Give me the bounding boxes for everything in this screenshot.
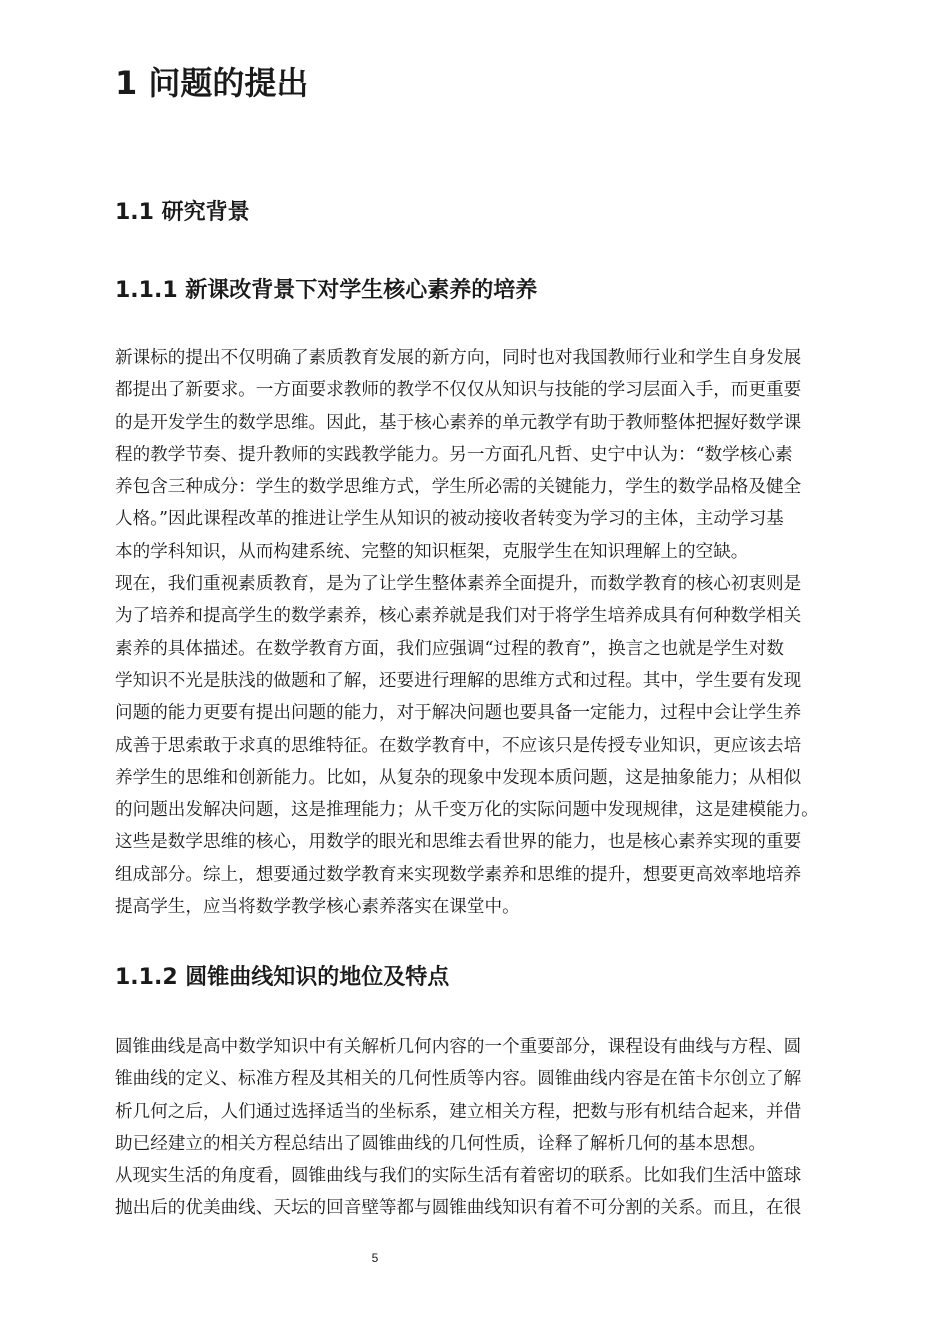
chapter-title: 1 问题的提出 [115,64,309,102]
text-line: 锥曲线的定义、标准方程及其相关的几何性质等内容。圆锥曲线内容是在笛卡尔创立了解 [115,1069,802,1090]
text-line: 问题的能力更要有提出问题的能力，对于解决问题也要具备一定能力，过程中会让学生养 [115,703,802,724]
text-line: 养包含三种成分：学生的数学思维方式，学生所必需的关键能力，学生的数学品格及健全 [115,477,802,498]
text-line: 养学生的思维和创新能力。比如，从复杂的现象中发现本质问题，这是抽象能力；从相似 [115,767,802,788]
subsection-1-body [115,342,875,923]
text-line: 组成部分。综上，想要通过数学教育来实现数学素养和思维的提升，想要更高效率地培养 [115,864,802,885]
text-line: 助已经建立的相关方程总结出了圆锥曲线的几何性质，诠释了解析几何的基本思想。 [115,1133,766,1154]
text-line: 本的学科知识，从而构建系统、完整的知识框架，克服学生在知识理解上的空缺。 [115,541,749,562]
text-line: 提高学生，应当将数学教学核心素养落实在课堂中。 [115,897,520,918]
page-number: 5 [371,1251,379,1265]
subsection-heading-1: 1.1.1 新课改背景下对学生核心素养的培养 [115,278,538,303]
text-line: 为了培养和提高学生的数学素养，核心素养就是我们对于将学生培养成具有何种数学相关 [115,606,802,627]
text-line: 现在，我们重视素质教育，是为了让学生整体素养全面提升，而数学教育的核心初衷则是 [115,574,802,595]
text-line: 人格。”因此课程改革的推进让学生从知识的被动接收者转变为学习的主体，主动学习基 [115,509,784,530]
subsection-2-body [115,1031,875,1225]
section-heading: 1.1 研究背景 [115,200,250,225]
text-line: 的问题出发解决问题，这是推理能力；从千变万化的实际问题中发现规律，这是建模能力。 [115,800,819,821]
text-line: 抛出后的优美曲线、天坛的回音壁等都与圆锥曲线知识有着不可分割的关系。而且，在很 [115,1198,802,1219]
text-line: 素养的具体描述。在数学教育方面，我们应强调“过程的教育”，换言之也就是学生对数 [115,638,784,659]
text-line: 学知识不光是肤浅的做题和了解，还要进行理解的思维方式和过程。其中，学生要有发现 [115,670,802,691]
text-line: 析几何之后，人们通过选择适当的坐标系，建立相关方程，把数与形有机结合起来，并借 [115,1101,802,1122]
text-line: 圆锥曲线是高中数学知识中有关解析几何内容的一个重要部分，课程设有曲线与方程、圆 [115,1037,802,1057]
text-line: 程的教学节奏、提升教师的实践教学能力。另一方面孔凡哲、史宁中认为：“数学核心素 [115,444,793,465]
text-line: 新课标的提出不仅明确了素质教育发展的新方向，同时也对我国教师行业和学生自身发展 [115,348,802,368]
text-line: 的是开发学生的数学思维。因此，基于核心素养的单元教学有助于教师整体把握好数学课 [115,412,802,433]
text-line: 都提出了新要求。一方面要求教师的教学不仅仅从知识与技能的学习层面入手，而更重要 [115,380,802,401]
subsection-heading-2: 1.1.2 圆锥曲线知识的地位及特点 [115,965,450,990]
text-line: 这些是数学思维的核心，用数学的眼光和思维去看世界的能力，也是核心素养实现的重要 [115,832,802,853]
text-line: 从现实生活的角度看，圆锥曲线与我们的实际生活有着密切的联系。比如我们生活中篮球 [115,1166,802,1187]
text-line: 成善于思索敢于求真的思维特征。在数学教育中，不应该只是传授专业知识，更应该去培 [115,735,802,756]
